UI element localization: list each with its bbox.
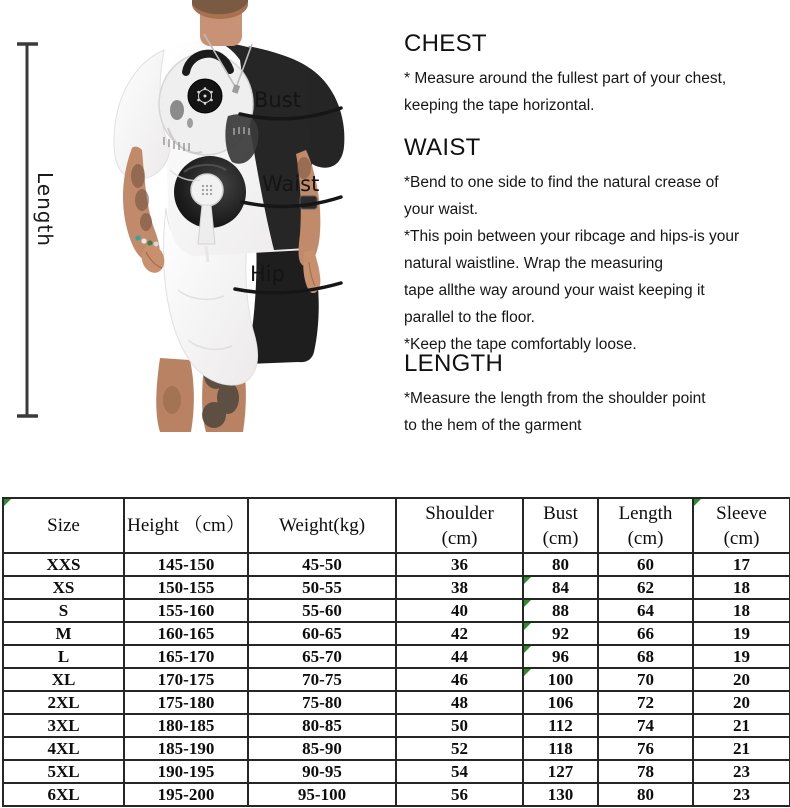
weight-cell: 75-80 (248, 691, 396, 714)
size-row-l (3, 645, 790, 668)
waist-instruction-line: *Bend to one side to find the natural crease of (404, 174, 719, 191)
size-cell: XS (3, 576, 124, 599)
sleeve-cell: 18 (693, 599, 790, 622)
bust-cell: 92 (523, 622, 598, 645)
bust-cell: 100 (523, 668, 598, 691)
waist-label: Waist (262, 172, 320, 196)
bust-cell: 84 (523, 576, 598, 599)
size-cell: M (3, 622, 124, 645)
shoulder-cell: 56 (396, 783, 523, 806)
bust-cell: 127 (523, 760, 598, 783)
green-corner-marker-icon (694, 499, 701, 506)
bust-cell: 80 (523, 553, 598, 576)
size-chart-table (2, 497, 790, 807)
chest-section (404, 30, 782, 119)
size-cell: S (3, 599, 124, 622)
shoulder-cell: 38 (396, 576, 523, 599)
length-cell: 78 (598, 760, 693, 783)
size-row-xs (3, 576, 790, 599)
length-instruction-line: *Measure the length from the shoulder point (404, 390, 706, 407)
bust-cell: 130 (523, 783, 598, 806)
sleeve-cell: 20 (693, 691, 790, 714)
shoulder-cell: 50 (396, 714, 523, 737)
column-header-sleeve: Sleeve (cm) (693, 498, 790, 553)
column-header-height: Height （cm） (124, 498, 248, 553)
waist-heading: WAIST (404, 134, 481, 161)
waist-instruction-line: *This poin between your ribcage and hips-is your (404, 228, 740, 245)
size-row-5xl (3, 760, 790, 783)
size-row-m (3, 622, 790, 645)
size-cell: 2XL (3, 691, 124, 714)
shoulder-cell: 54 (396, 760, 523, 783)
model-photo (98, 0, 390, 432)
height-cell: 190-195 (124, 760, 248, 783)
length-section (404, 350, 782, 439)
weight-cell: 50-55 (248, 576, 396, 599)
shoulder-cell: 36 (396, 553, 523, 576)
shoulder-cell: 52 (396, 737, 523, 760)
size-chart (2, 497, 789, 807)
column-header-shoulder: Shoulder (cm) (396, 498, 523, 553)
size-row-6xl (3, 783, 790, 806)
length-cell: 68 (598, 645, 693, 668)
size-cell: L (3, 645, 124, 668)
header-row (3, 498, 790, 553)
sleeve-cell: 20 (693, 668, 790, 691)
length-cell: 66 (598, 622, 693, 645)
green-corner-marker-icon (524, 600, 531, 607)
chest-heading: CHEST (404, 30, 487, 57)
height-cell: 195-200 (124, 783, 248, 806)
column-header-weight: Weight(kg) (248, 498, 396, 553)
size-cell: 3XL (3, 714, 124, 737)
green-corner-marker-icon (524, 623, 531, 630)
weight-cell: 80-85 (248, 714, 396, 737)
column-header-length: Length (cm) (598, 498, 693, 553)
size-cell: XXS (3, 553, 124, 576)
waist-instruction-line: *Keep the tape comfortably loose. (404, 336, 637, 353)
sleeve-cell: 23 (693, 783, 790, 806)
length-cell: 72 (598, 691, 693, 714)
waist-section (404, 134, 782, 358)
bust-cell: 112 (523, 714, 598, 737)
length-cell: 60 (598, 553, 693, 576)
size-row-3xl (3, 714, 790, 737)
length-cell: 76 (598, 737, 693, 760)
column-header-bust: Bust (cm) (523, 498, 598, 553)
sleeve-cell: 23 (693, 760, 790, 783)
sleeve-cell: 19 (693, 645, 790, 668)
weight-cell: 95-100 (248, 783, 396, 806)
height-cell: 185-190 (124, 737, 248, 760)
height-cell: 180-185 (124, 714, 248, 737)
length-instruction-line: to the hem of the garment (404, 417, 582, 434)
size-row-xxs (3, 553, 790, 576)
weight-cell: 65-70 (248, 645, 396, 668)
size-cell: 4XL (3, 737, 124, 760)
weight-cell: 85-90 (248, 737, 396, 760)
sleeve-cell: 17 (693, 553, 790, 576)
sleeve-cell: 21 (693, 714, 790, 737)
weight-cell: 90-95 (248, 760, 396, 783)
shoulder-cell: 46 (396, 668, 523, 691)
bust-cell: 118 (523, 737, 598, 760)
size-row-s (3, 599, 790, 622)
height-cell: 155-160 (124, 599, 248, 622)
height-cell: 175-180 (124, 691, 248, 714)
hip-label: Hip (250, 262, 285, 286)
sleeve-cell: 18 (693, 576, 790, 599)
chest-instruction-line: keeping the tape horizontal. (404, 97, 595, 114)
weight-cell: 70-75 (248, 668, 396, 691)
waist-instruction-line: natural waistline. Wrap the measuring (404, 255, 664, 272)
sleeve-cell: 21 (693, 737, 790, 760)
size-row-xl (3, 668, 790, 691)
length-cell: 80 (598, 783, 693, 806)
length-heading: LENGTH (404, 350, 504, 377)
column-header-size: Size (3, 498, 124, 553)
waist-instruction-line: parallel to the floor. (404, 309, 535, 326)
weight-cell: 45-50 (248, 553, 396, 576)
height-cell: 150-155 (124, 576, 248, 599)
green-corner-marker-icon (524, 646, 531, 653)
height-cell: 165-170 (124, 645, 248, 668)
bust-cell: 96 (523, 645, 598, 668)
length-cell: 62 (598, 576, 693, 599)
height-cell: 145-150 (124, 553, 248, 576)
watch (300, 196, 317, 209)
size-cell: XL (3, 668, 124, 691)
shoulder-cell: 48 (396, 691, 523, 714)
bust-cell: 88 (523, 599, 598, 622)
size-row-4xl (3, 737, 790, 760)
bust-cell: 106 (523, 691, 598, 714)
green-corner-marker-icon (524, 577, 531, 584)
green-corner-marker-icon (524, 669, 531, 676)
size-row-2xl (3, 691, 790, 714)
weight-cell: 60-65 (248, 622, 396, 645)
weight-cell: 55-60 (248, 599, 396, 622)
length-cell: 74 (598, 714, 693, 737)
height-cell: 160-165 (124, 622, 248, 645)
length-cell: 70 (598, 668, 693, 691)
length-label: Length (33, 172, 57, 247)
sleeve-cell: 19 (693, 622, 790, 645)
chest-instruction-line: * Measure around the fullest part of your chest, (404, 70, 727, 87)
green-corner-marker-icon (4, 499, 11, 506)
waist-instruction-line: tape allthe way around your waist keeping it (404, 282, 705, 299)
shoulder-cell: 44 (396, 645, 523, 668)
bust-label: Bust (254, 88, 301, 112)
size-cell: 6XL (3, 783, 124, 806)
shoulder-cell: 42 (396, 622, 523, 645)
waist-instruction-line: your waist. (404, 201, 479, 218)
length-cell: 64 (598, 599, 693, 622)
size-cell: 5XL (3, 760, 124, 783)
shoulder-cell: 40 (396, 599, 523, 622)
height-cell: 170-175 (124, 668, 248, 691)
